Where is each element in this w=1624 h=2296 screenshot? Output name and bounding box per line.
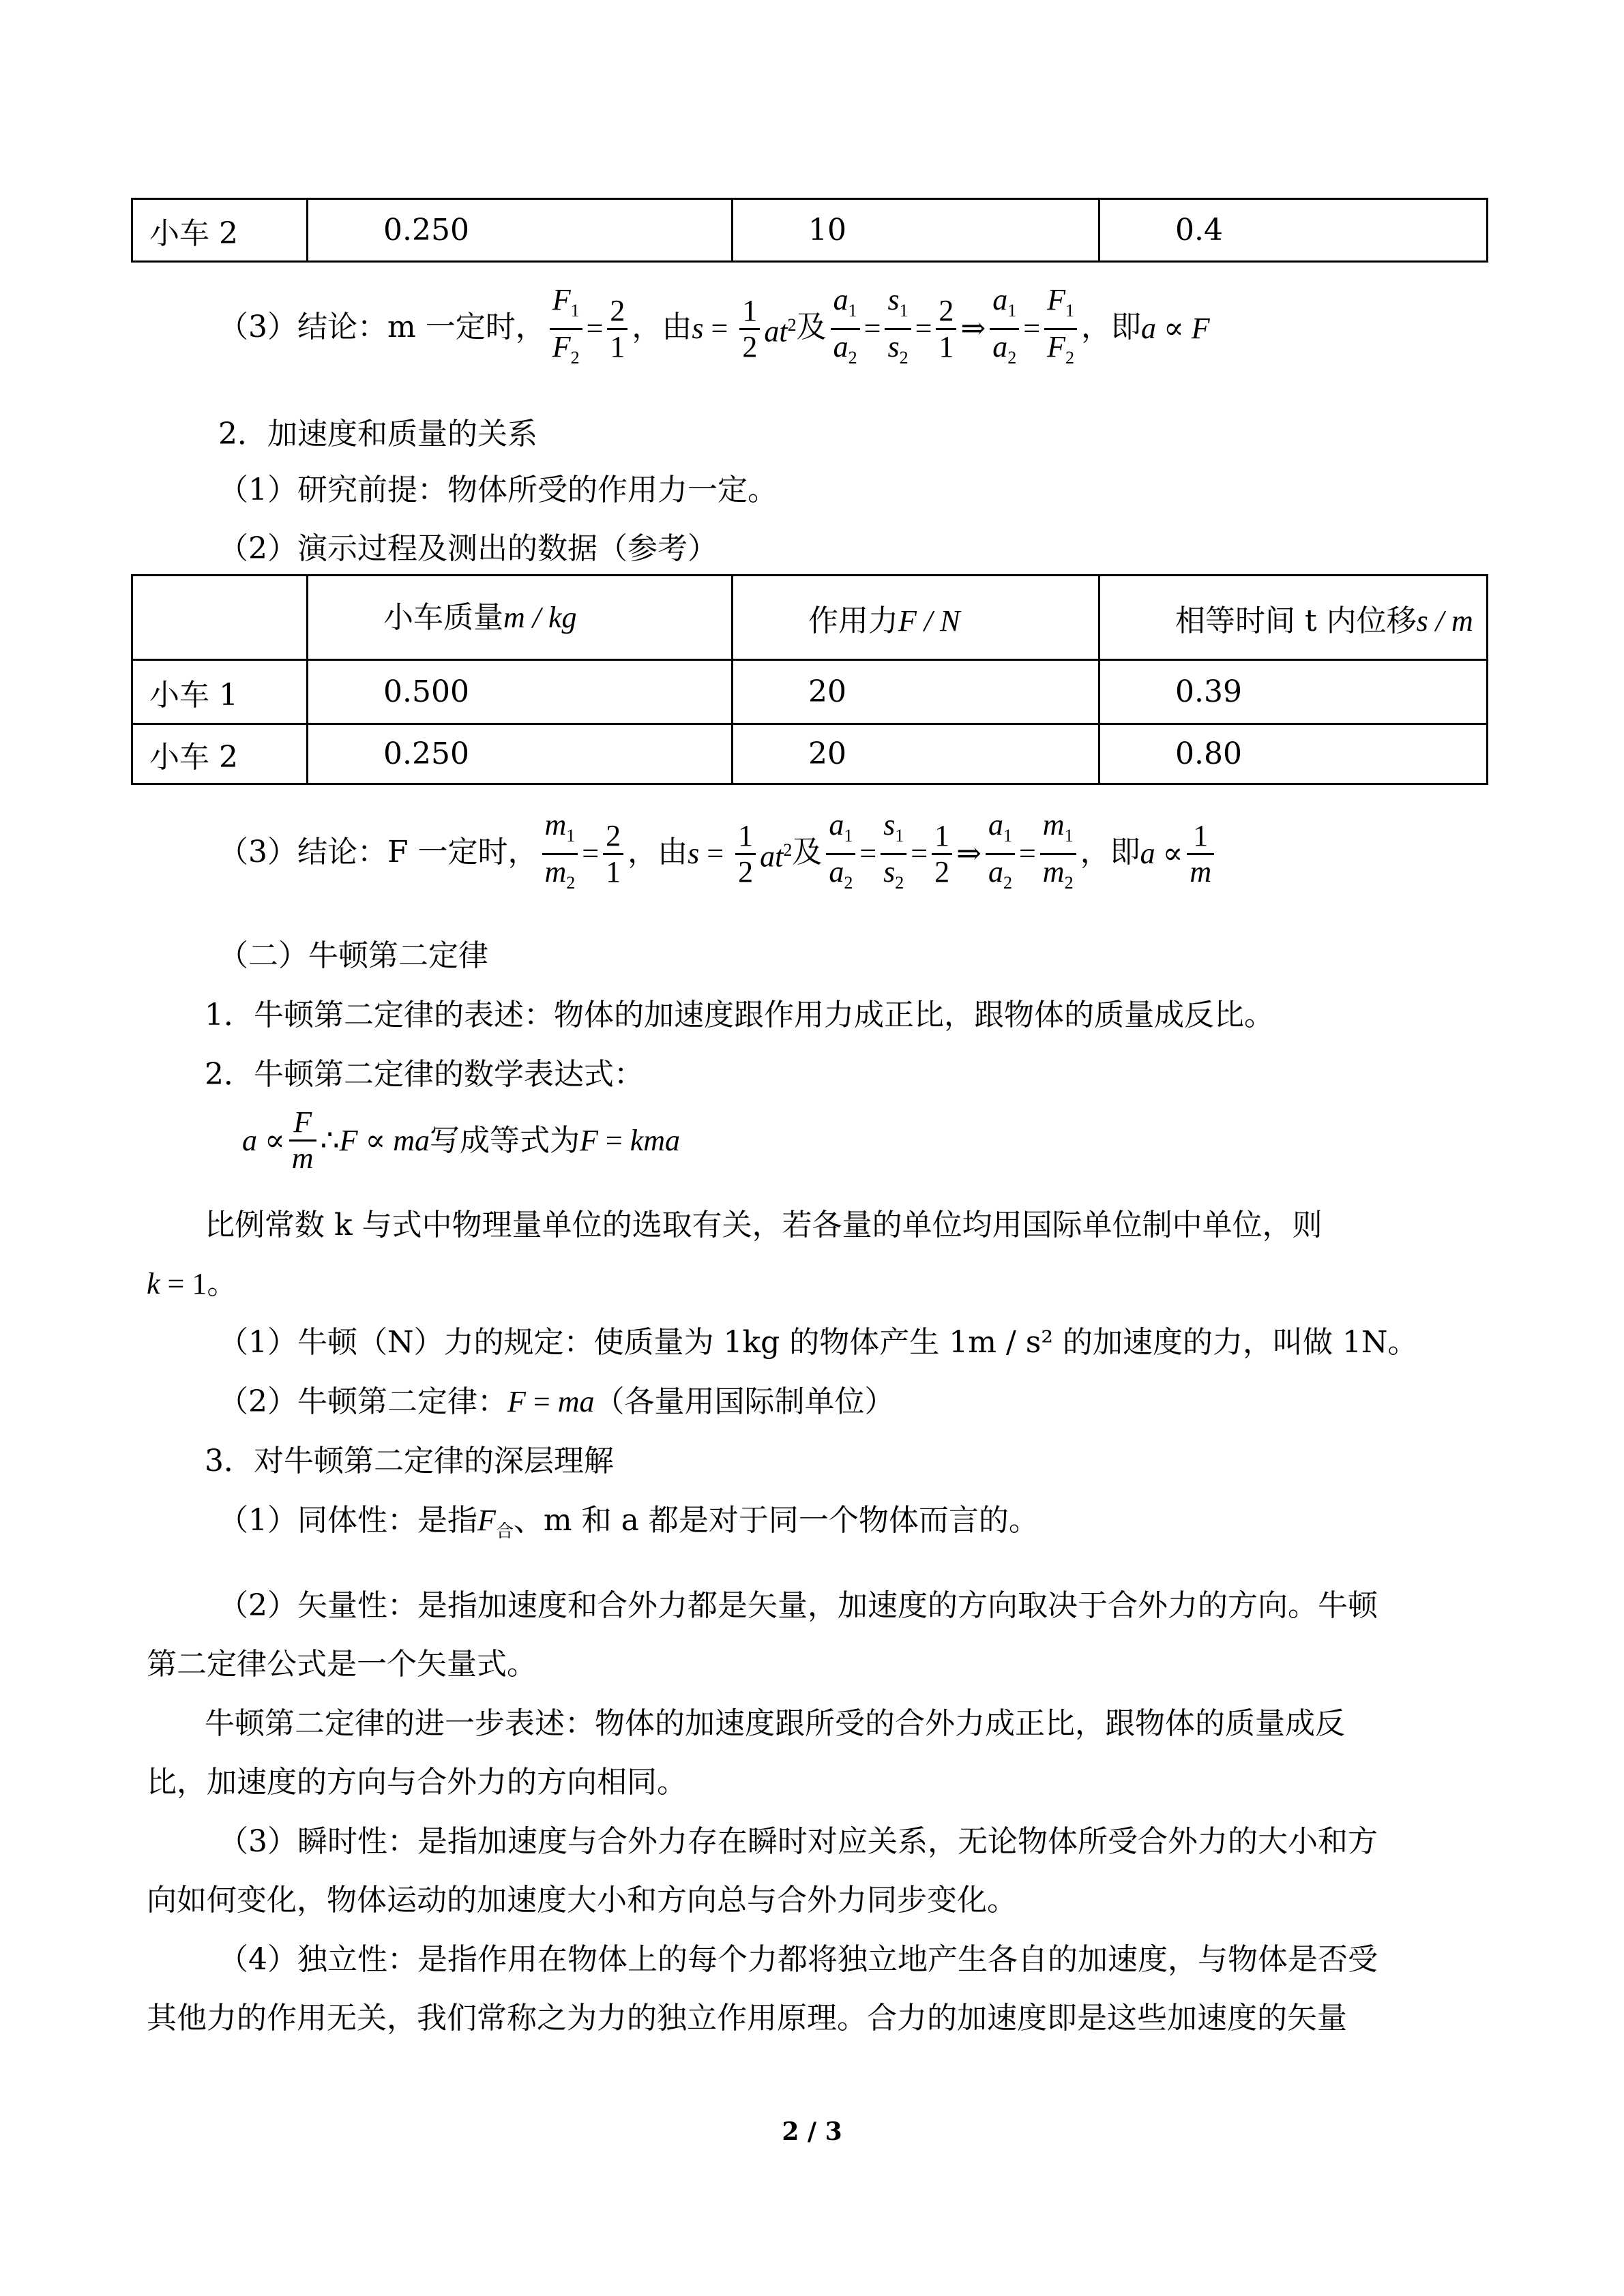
table-cell: 0.250 [308, 199, 733, 262]
accel-ratio-fraction-2: $\frac{a_1}{a_2}$ [986, 808, 1015, 900]
accel-ratio-fraction-2: $\frac{a_1}{a_2}$ [990, 283, 1019, 375]
paragraph: 牛顿第二定律的进一步表述：物体的加速度跟所受的合外力成正比，跟物体的质量成反 [205, 1706, 1345, 1741]
table-cell-label: 小车 2 [132, 724, 308, 784]
paragraph: 比，加速度的方向与合外力的方向相同。 [147, 1765, 687, 1800]
table-cell: 20 [733, 660, 1099, 724]
table-header-cell: 作用力F / N [733, 576, 1099, 660]
paragraph: 2．牛顿第二定律的数学表达式： [205, 1057, 644, 1092]
paragraph: （1）研究前提：物体所受的作用力一定。 [218, 473, 778, 507]
conclusion-force: （3）结论：m 一定时， $\frac{F_1}{F_2}$ = $\frac{2}{1}$ ，由s = $\frac{1}{2}$ $at^2$及 $\frac{a_1}{a_2}$ = $\frac{s_1}{s_2}$ = $\frac{2}{1}$ ⇒ $\frac{a_1}{a_2}$ = $\frac{F_1}{F_2}$ ，即a ∝ F [218, 283, 1210, 375]
ratio-1-2-fraction: $\frac{1}{2}$ [932, 819, 952, 889]
mass-ratio-fraction: $\frac{m_1}{m_2}$ [542, 808, 578, 900]
conclusion-prefix: （3）结论：F 一定时， [218, 834, 538, 869]
paragraph: 其他力的作用无关，我们常称之为力的独立作用原理。合力的加速度即是这些加速度的矢量 [147, 2001, 1347, 2036]
force-ratio-fraction-2: $\frac{F_1}{F_2}$ [1044, 283, 1077, 375]
table-cell: 0.80 [1099, 724, 1488, 784]
table-cell-label: 小车 2 [132, 199, 308, 262]
paragraph: （4）独立性：是指作用在物体上的每个力都将独立地产生各自的加速度，与物体是否受 [218, 1942, 1378, 1977]
table-cell: 0.500 [308, 660, 733, 724]
inverse-mass-fraction: $\frac{1}{m}$ [1187, 819, 1214, 889]
conclusion-mid2: 及 [796, 309, 827, 344]
paragraph: 向如何变化，物体运动的加速度大小和方向总与合外力同步变化。 [147, 1883, 1017, 1918]
table-header-row [132, 576, 1488, 660]
ratio-2-1-fraction-2: $\frac{2}{1}$ [936, 294, 956, 364]
math-expression: a ∝ $\frac{F}{m}$ ∴F ∝ ma写成等式为F = kma [242, 1105, 681, 1175]
table-row [132, 724, 1488, 784]
accel-ratio-fraction: $\frac{a_1}{a_2}$ [826, 808, 855, 900]
half-fraction: $\frac{1}{2}$ [739, 294, 760, 364]
paragraph: （1）同体性：是指$F_合$、m 和 a 都是对于同一个物体而言的。 [218, 1503, 1039, 1542]
page-number: 2 / 3 [782, 2117, 842, 2146]
conclusion-mass: （3）结论：F 一定时， $\frac{m_1}{m_2}$ = $\frac{2}{1}$ ，由s = $\frac{1}{2}$ $at^2$及 $\frac{a_1}{a_2}$ = $\frac{s_1}{s_2}$ = $\frac{1}{2}$ ⇒ $\frac{a_1}{a_2}$ = $\frac{m_1}{m_2}$ ，即a ∝ $\frac{1}{m}$ [218, 808, 1218, 900]
mass-ratio-fraction-2: $\frac{m_1}{m_2}$ [1040, 808, 1076, 900]
paragraph: 第二定律公式是一个矢量式。 [147, 1647, 537, 1682]
table-cell: 0.39 [1099, 660, 1488, 724]
paragraph: k = 1。 [147, 1266, 237, 1301]
table-row [132, 199, 1488, 262]
conclusion-mid1: ，由 [632, 309, 692, 344]
force-ratio-fraction: $\frac{F_1}{F_2}$ [550, 283, 582, 375]
paragraph: 1．牛顿第二定律的表述：物体的加速度跟作用力成正比，跟物体的质量成反比。 [205, 998, 1274, 1032]
force-acceleration-table [131, 198, 1488, 263]
table-header-cell: 小车质量m / kg [308, 576, 733, 660]
paragraph: （2）演示过程及测出的数据（参考） [218, 531, 718, 566]
conclusion-mid1: ，由 [628, 834, 688, 869]
half-fraction: $\frac{1}{2}$ [735, 819, 756, 889]
section-title: 2．加速度和质量的关系 [218, 417, 537, 451]
conclusion-suffix: ，即 [1080, 309, 1141, 344]
f-over-m-fraction: $\frac{F}{m}$ [289, 1105, 316, 1176]
table-header-cell: 相等时间 t 内位移s / m [1099, 576, 1488, 660]
ratio-2-1-fraction: $\frac{2}{1}$ [603, 819, 623, 889]
mass-acceleration-table [131, 574, 1488, 785]
table-cell: 0.4 [1099, 199, 1488, 262]
table-cell-label: 小车 1 [132, 660, 308, 724]
table-row [132, 660, 1488, 724]
paragraph: （1）牛顿（N）力的规定：使质量为 1kg 的物体产生 1m / s² 的加速度的力，叫做 1N。 [218, 1325, 1418, 1360]
paragraph: （2）矢量性：是指加速度和合外力都是矢量，加速度的方向取决于合外力的方向。牛顿 [218, 1588, 1378, 1623]
disp-ratio-fraction: $\frac{s_1}{s_2}$ [885, 283, 911, 375]
accel-ratio-fraction: $\frac{a_1}{a_2}$ [831, 283, 860, 375]
conclusion-mid2: 及 [792, 834, 823, 869]
paragraph: （2）牛顿第二定律：F = ma（各量用国际制单位） [218, 1384, 895, 1419]
ratio-2-1-fraction: $\frac{2}{1}$ [607, 294, 628, 364]
table-cell: 10 [733, 199, 1099, 262]
table-cell: 20 [733, 724, 1099, 784]
disp-ratio-fraction: $\frac{s_1}{s_2}$ [881, 808, 906, 900]
paragraph: （3）瞬时性：是指加速度与合外力存在瞬时对应关系，无论物体所受合外力的大小和方 [218, 1824, 1378, 1859]
table-header-cell [132, 576, 308, 660]
table-cell: 0.250 [308, 724, 733, 784]
conclusion-suffix: ，即 [1080, 834, 1140, 869]
section-heading: （二）牛顿第二定律 [218, 938, 488, 973]
conclusion-prefix: （3）结论：m 一定时， [218, 309, 546, 344]
paragraph: 比例常数 k 与式中物理量单位的选取有关，若各量的单位均用国际单位制中单位，则 [205, 1208, 1323, 1242]
paragraph: 3．对牛顿第二定律的深层理解 [205, 1444, 614, 1478]
